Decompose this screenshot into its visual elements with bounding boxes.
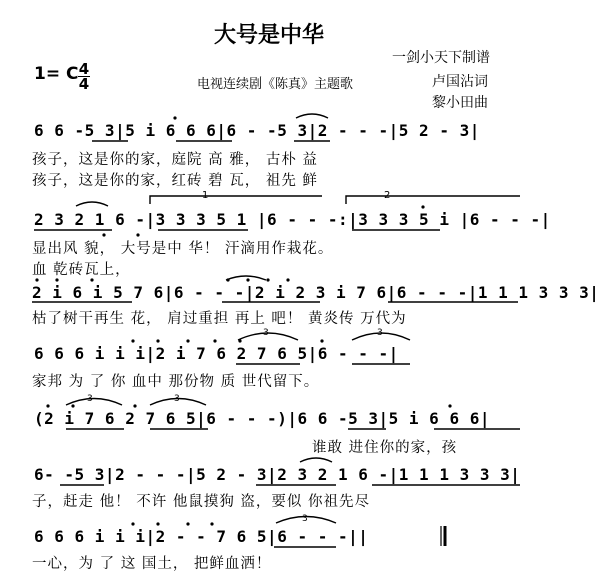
lyricist-credit: 卢国沾词 <box>432 74 488 90</box>
song-title: 大号是中华 <box>213 23 324 48</box>
time-signature-top: 4 <box>78 60 90 78</box>
triplet-label-row-4-b: 3 <box>377 328 383 338</box>
subtitle: 电视连续剧《陈真》主题歌 <box>197 77 354 92</box>
notes-row-5: (2 i 7 6 2 7 6 5|6 - - -)|6 6 -5 3|5 i 6 6 6| <box>34 409 490 428</box>
triplet-label-row-5-b: 3 <box>174 394 180 404</box>
key-signature: 1= C <box>34 64 79 84</box>
lyrics-row-1-verse-2: 孩子，这是你的家，红砖 碧 瓦， 祖先 鲜 <box>32 173 318 189</box>
lyrics-row-5: 谁敢 进住你的家，孩 <box>312 440 458 456</box>
triplet-label-row-4-a: 3 <box>263 328 269 338</box>
triplet-label-row-7: 3 <box>302 514 308 524</box>
notes-row-7: 6 6 6 i i i|2 - - 7 6 5|6 - - -|| <box>34 527 369 546</box>
notes-row-2: 2 3 2 1 6 -|3 3 3 5 1 |6 - - -:|3 3 3 5 i |6 - - -| <box>34 210 551 229</box>
notes-row-6: 6- -5 3|2 - - -|5 2 - 3|2 3 2 1 6 -|1 1 1 3 3 3| <box>34 465 521 484</box>
lyrics-row-7: 一心，为 了 这 国土， 把鲜血洒！ <box>32 556 272 572</box>
notes-row-1: 6 6 -5 3|5 i 6 6 6|6 - -5 3|2 - - -|5 2 - 3| <box>34 121 480 140</box>
notes-row-4: 6 6 6 i i i|2 i 7 6 2 7 6 5|6 - - -| <box>34 344 399 363</box>
composer-credit: 黎小田曲 <box>432 95 488 111</box>
lyrics-row-6: 子，赶走 他！ 不许 他鼠摸狗 盗，要似 你祖先尽 <box>32 494 371 510</box>
lyrics-row-1-verse-1: 孩子，这是你的家，庭院 高 雅， 古朴 益 <box>32 152 318 168</box>
arranger-credit: 一剑小天下制谱 <box>392 50 490 66</box>
notes-row-3: 2 i 6 i 5 7 6|6 - - -|2 i 2 3 i 7 6|6 - - -|1 1 1 3 3 3| <box>32 283 599 302</box>
lyrics-row-2-verse-2: 血 乾砖瓦上， <box>32 262 131 278</box>
lyrics-row-3: 枯了树干再生 花， 肩过重担 再上 吧！ 黄炎传 万代为 <box>32 311 407 327</box>
volta-1-label: 1 <box>202 190 209 201</box>
time-signature-bottom: 4 <box>78 75 90 93</box>
volta-2-label: 2 <box>384 190 391 201</box>
lyrics-row-2-verse-1: 显出风 貌， 大号是中 华！ 汗滴用作栽花。 <box>32 241 334 257</box>
lyrics-row-4: 家邦 为 了 你 血中 那份物 质 世代留下。 <box>32 374 320 390</box>
triplet-label-row-5-a: 3 <box>87 394 93 404</box>
